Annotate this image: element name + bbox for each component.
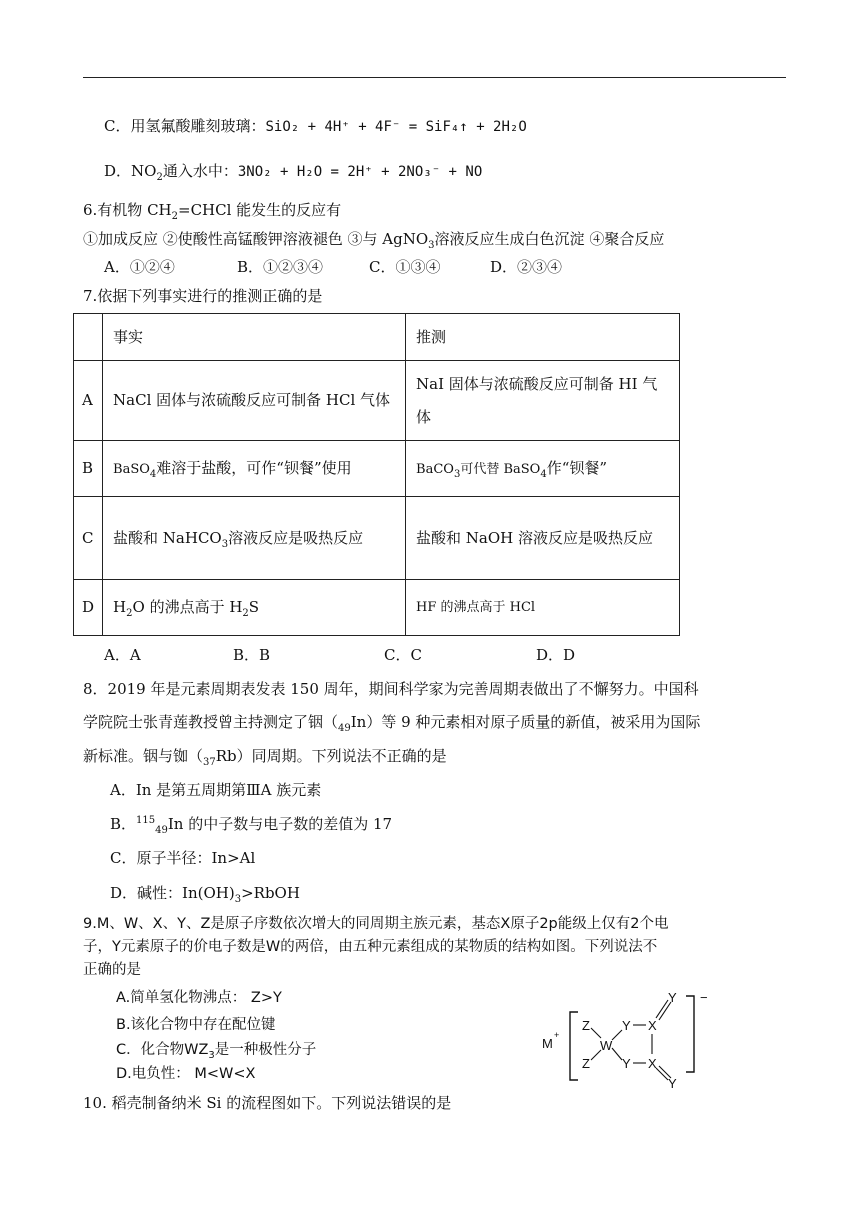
row-fact-a: BaSO: [113, 461, 150, 477]
table-row: [74, 441, 680, 497]
struct-left-bracket: [570, 1012, 578, 1080]
q9-option-c: [116, 1040, 316, 1060]
q6-items-a: ①加成反应 ②使酸性高锰酸钾溶液褪色 ③与 AgNO: [83, 230, 429, 248]
q8-line3-sub: 37: [203, 757, 216, 768]
q8-option-b: [110, 814, 392, 834]
q5-c-label: C．用氢氟酸雕刻玻璃：: [104, 117, 266, 135]
q8-line2-c: In）等 9 种元素相对原子质量的新值，被采用为国际: [350, 713, 701, 731]
row-key: C: [74, 497, 103, 580]
struct-x-bottom: X: [648, 1056, 657, 1071]
q6-stem-c: =CHCl 能发生的反应有: [178, 201, 342, 219]
table-row: [74, 361, 680, 441]
row-guess-text: 盐酸和 NaOH 溶液反应是吸热反应: [416, 528, 654, 547]
struct-z-bottom: Z: [582, 1056, 590, 1071]
row-guess: [406, 497, 680, 580]
q8-line3-c: Rb）同周期。下列说法不正确的是: [215, 747, 447, 765]
struct-z-top: Z: [582, 1018, 590, 1033]
row-guess: [406, 361, 680, 441]
row-fact-sub: 3: [221, 538, 229, 550]
q6-items: [83, 229, 664, 249]
q7-option-d: D．D: [536, 646, 576, 664]
q7-stem: 7.依据下列事实进行的推测正确的是: [83, 287, 323, 305]
q8-line-2: [83, 712, 700, 732]
struct-y-bottom: Y: [622, 1056, 631, 1071]
q8-opt-b-sup: 115: [136, 815, 156, 826]
row-fact-e: S: [248, 598, 260, 616]
row-guess: HF 的沸点高于 HCl: [406, 580, 680, 636]
row-fact: [103, 580, 406, 636]
q8-line2-a: 学院院士张青莲教授曾主持测定了铟（: [83, 713, 339, 731]
struct-right-bracket: [686, 996, 694, 1072]
struct-w: W: [600, 1038, 613, 1053]
row-fact-c: 难溶于盐酸，可作“钡餐”使用: [156, 458, 352, 477]
row-fact-sub: 4: [149, 468, 157, 480]
q8-opt-b-label: B．: [110, 815, 137, 833]
q9-structure-diagram: [538, 972, 718, 1092]
q5-d-label: D．NO: [104, 162, 157, 180]
row-key: A: [74, 361, 103, 441]
row-fact-sub2: 2: [242, 608, 249, 619]
q6-option-a: A．①②④: [104, 258, 175, 276]
struct-cation-charge: +: [554, 1030, 560, 1040]
row-fact-sub1: 2: [126, 608, 133, 619]
q6-option-c: C．①③④: [369, 258, 441, 276]
row-guess: [406, 441, 680, 497]
q8-line2-sub: 49: [338, 723, 351, 734]
header-rule: [83, 77, 786, 78]
q5-c-equation: SiO₂ + 4H⁺ + 4F⁻ = SiF₄↑ + 2H₂O: [265, 119, 527, 135]
struct-cation: M: [542, 1036, 553, 1051]
table-row: [74, 580, 680, 636]
q9-line-2: 子，Y元素原子的价电子数是W的两倍，由五种元素组成的某物质的结构如图。下列说法不: [83, 939, 658, 955]
row-fact: [103, 441, 406, 497]
q9-line-1: 9.M、W、X、Y、Z是原子序数依次增大的同周期主族元素，基态X原子2p能级上仅有2个电: [83, 916, 669, 932]
row-fact-c: O 的沸点高于 H: [132, 598, 243, 616]
row-key: D: [74, 580, 103, 636]
q9-opt-c-a: C．化合物WZ: [116, 1042, 209, 1058]
q8-option-a: A．In 是第五周期第ⅢA 族元素: [110, 781, 322, 799]
q6-items-c: 溶液反应生成白色沉淀 ④聚合反应: [434, 230, 665, 248]
table-header-guess: 推测: [406, 314, 680, 361]
table-row: [74, 497, 680, 580]
table-header-row: [74, 314, 680, 361]
q6-stem-sub: 2: [171, 211, 179, 222]
q8-opt-b-sub: 49: [155, 825, 168, 836]
q5-d-label-end: 通入水中：: [162, 162, 238, 180]
q9-option-d: D.电负性： M<W<X: [116, 1066, 256, 1082]
struct-x-top: X: [648, 1018, 657, 1033]
table-header-key: [74, 314, 103, 361]
q7-option-c: C．C: [384, 646, 422, 664]
q6-items-sub: 3: [428, 240, 435, 251]
q6-option-b: B．①②③④: [237, 258, 324, 276]
q6-stem: [83, 200, 341, 220]
q9-option-a: A.简单氢化物沸点： Z>Y: [116, 990, 282, 1006]
q8-opt-d-a: D．碱性：In(OH): [110, 884, 235, 902]
row-fact: [103, 361, 406, 441]
q10-stem: 10. 稻壳制备纳米 Si 的流程图如下。下列说法错误的是: [83, 1094, 452, 1112]
row-guess-sub2: 4: [540, 468, 547, 480]
q8-option-d: [110, 883, 300, 903]
q9-line-3: 正确的是: [83, 962, 141, 978]
row-guess-a: BaCO: [416, 461, 454, 477]
q7-option-a: A．A: [104, 646, 141, 664]
row-guess-e: 作“钡餐”: [546, 458, 608, 477]
q5-option-d: [104, 161, 482, 182]
struct-y-dbl-bottom: Y: [668, 1076, 677, 1091]
q8-opt-d-c: >RbOH: [241, 884, 300, 902]
q8-line3-a: 新标准。铟与铷（: [83, 747, 204, 765]
q9-option-b: B.该化合物中存在配位键: [116, 1017, 276, 1033]
q6-option-d: D．②③④: [490, 258, 563, 276]
row-key: B: [74, 441, 103, 497]
q5-d-sub: 2: [156, 172, 163, 183]
row-guess-text: NaI 固体与浓硫酸反应可制备 HI 气体: [416, 374, 658, 426]
q8-line-3: [83, 746, 447, 766]
q8-option-c: C．原子半径：In>Al: [110, 849, 256, 867]
q5-d-equation: 3NO₂ + H₂O = 2H⁺ + 2NO₃⁻ + NO: [237, 164, 483, 180]
struct-y-top: Y: [622, 1018, 631, 1033]
q5-option-c: [104, 116, 527, 137]
q7-table: [73, 313, 680, 636]
table-header-fact: 事实: [103, 314, 406, 361]
q8-line-1: 8．2019 年是元素周期表发表 150 周年，期间科学家为完善周期表做出了不懈努力。中国科: [83, 680, 699, 698]
row-fact-text: NaCl 固体与浓硫酸反应可制备 HCl 气体: [113, 391, 391, 409]
row-fact-a: 盐酸和 NaHCO: [113, 528, 222, 547]
q9-opt-c-sub: 3: [208, 1049, 215, 1061]
row-fact: [103, 497, 406, 580]
q6-stem-a: 6.有机物 CH: [83, 201, 172, 219]
struct-anion-charge: −: [700, 990, 708, 1005]
q7-option-b: B．B: [233, 646, 271, 664]
q8-opt-d-sub: 3: [234, 894, 242, 905]
row-guess-c: 可代替 BaSO: [460, 461, 541, 477]
struct-y-dbl-top: Y: [668, 990, 677, 1005]
row-fact-c: 溶液反应是吸热反应: [228, 528, 364, 547]
row-guess-sub1: 3: [453, 468, 461, 480]
row-fact-a: H: [113, 598, 127, 616]
q8-opt-b-text: In 的中子数与电子数的差值为 17: [167, 815, 393, 833]
q9-opt-c-c: 是一种极性分子: [214, 1042, 317, 1058]
